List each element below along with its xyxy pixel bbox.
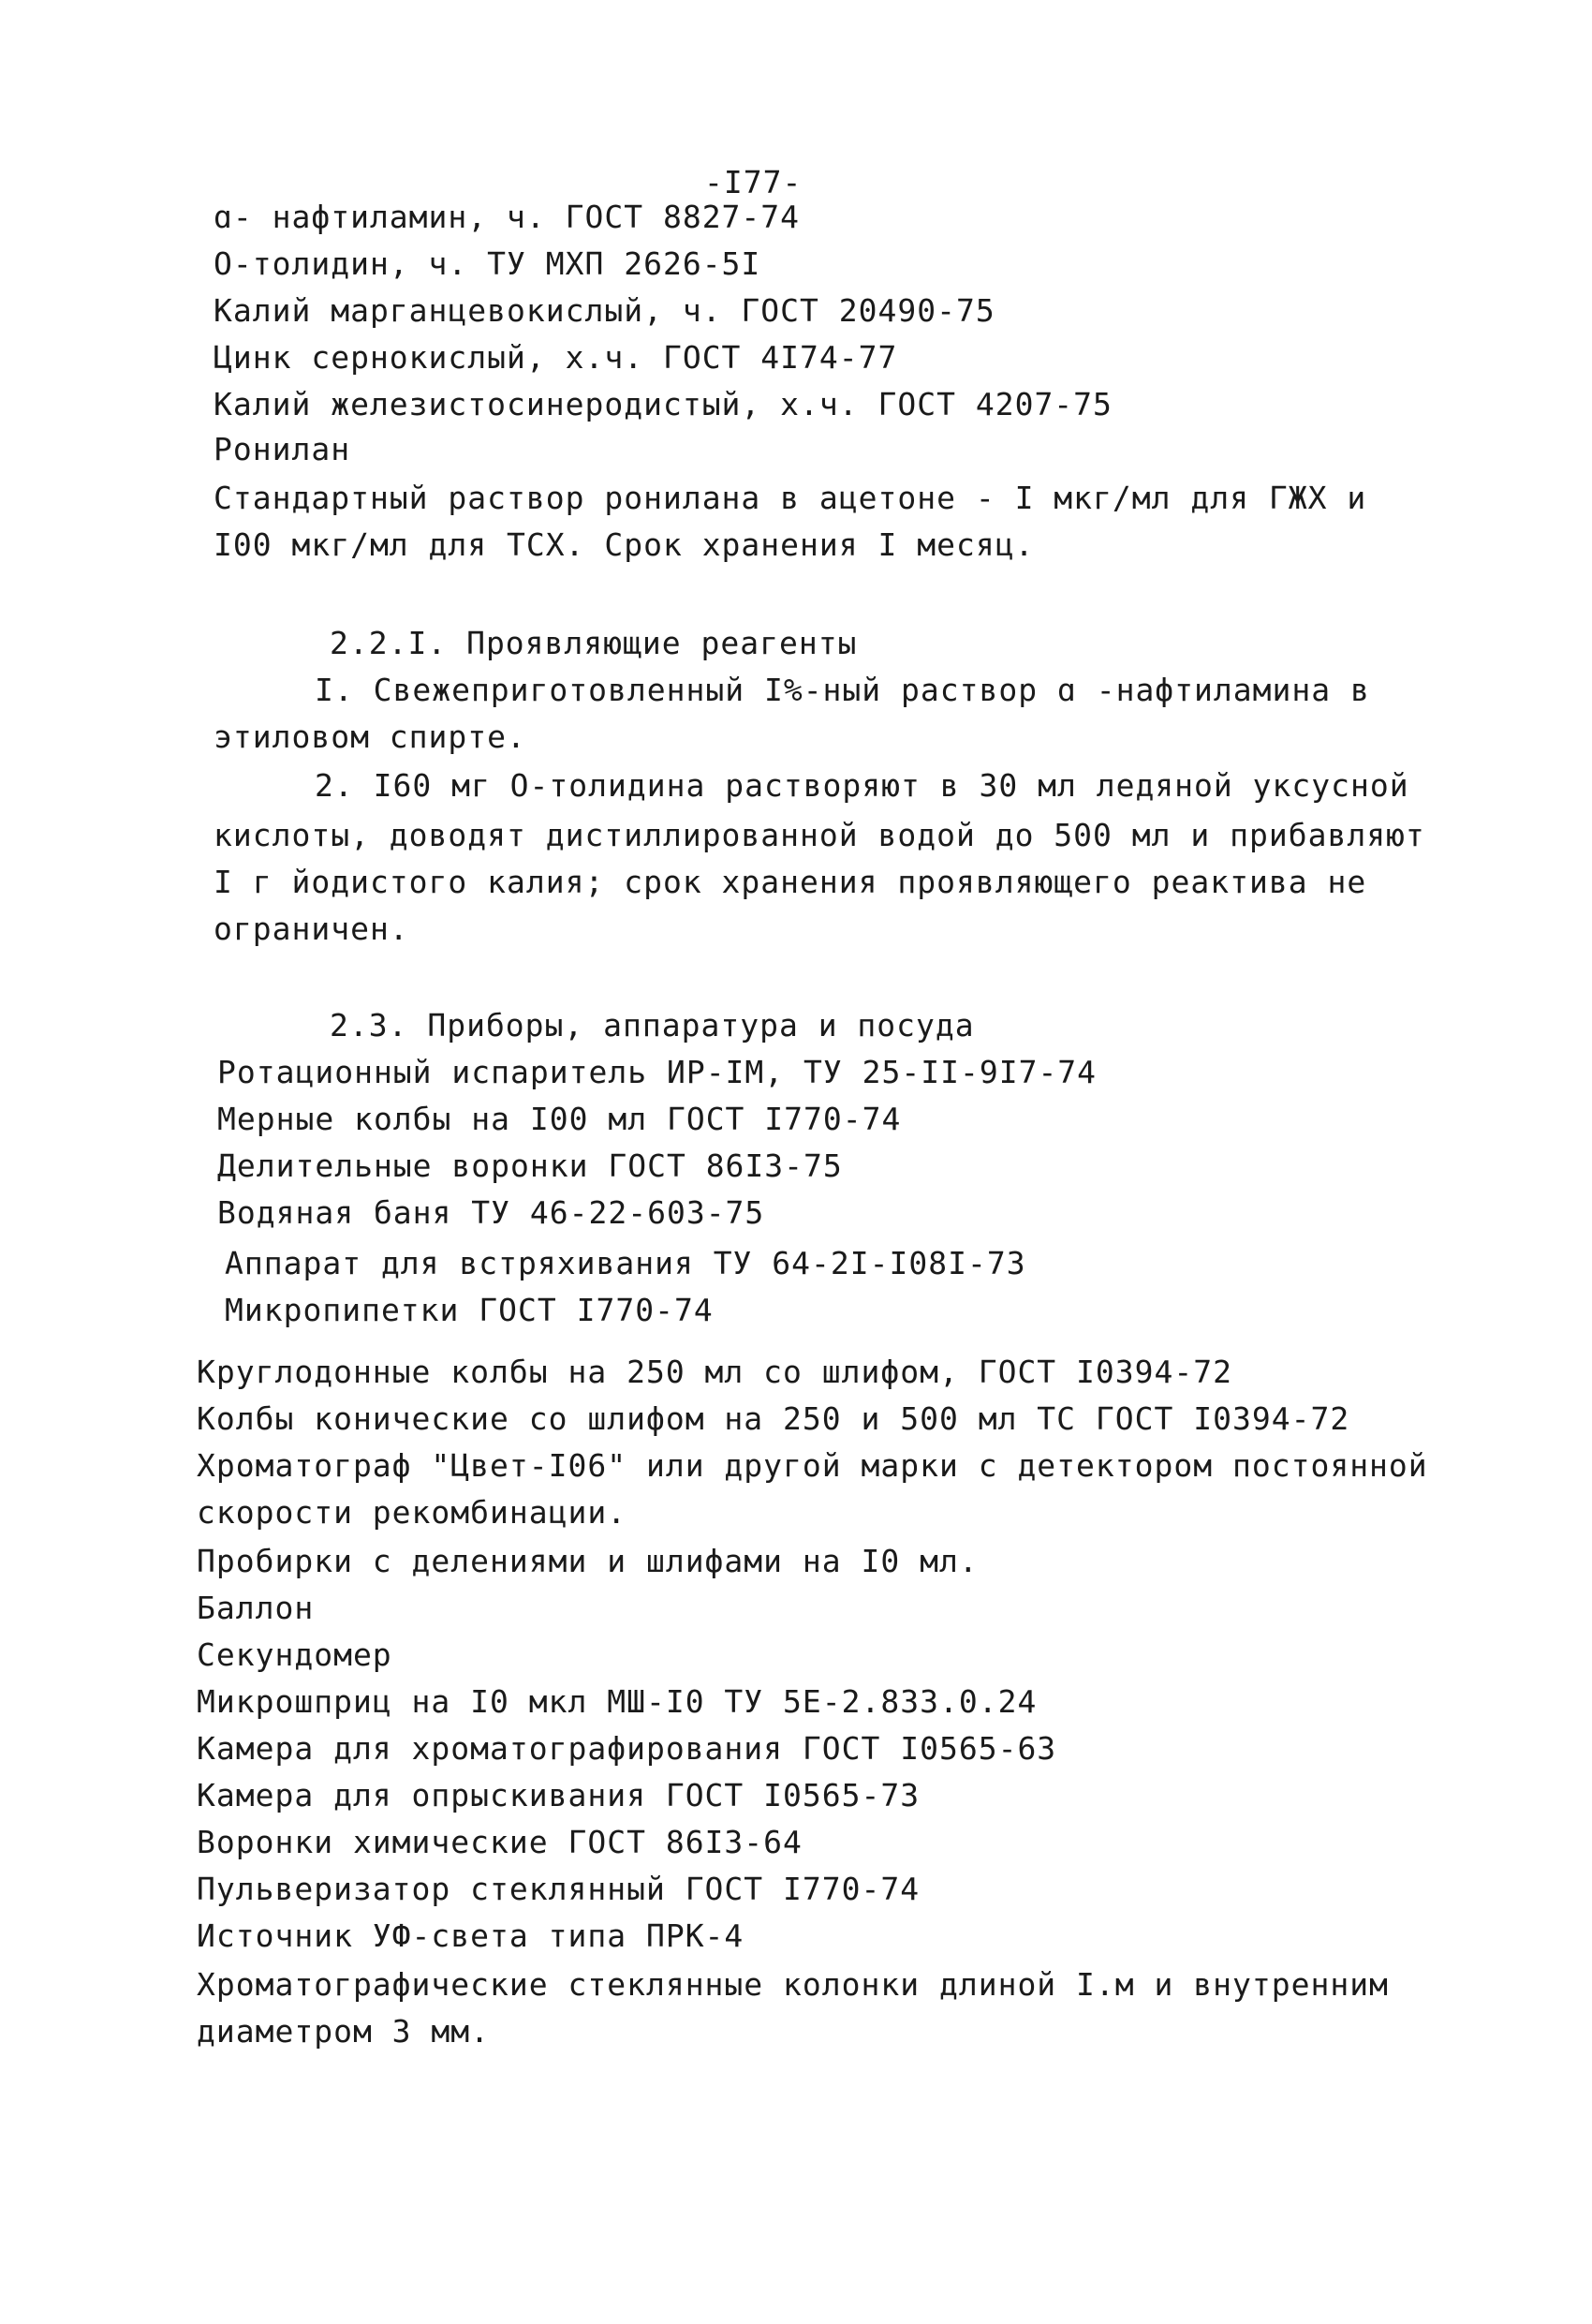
equipment-item: скорости рекомбинации. [197,1494,627,1531]
equipment-item: диаметром 3 мм. [197,2013,491,2050]
equipment-item: Баллон [197,1590,315,1626]
equipment-item: Микрошприц на I0 мкл МШ-I0 ТУ 5Е-2.833.0.24 [197,1683,1038,1720]
developer-item-1-line-2: этиловом спирте. [214,718,526,755]
page-number: -I77- [704,164,803,200]
equipment-item: Микропипетки ГОСТ I770-74 [225,1292,714,1328]
equipment-item: Делительные воронки ГОСТ 86I3-75 [217,1147,843,1184]
reagent-potassium-ferrocyanide: Калий железистосинеродистый, х.ч. ГОСТ 4207-75 [214,386,1113,422]
developer-item-2-line-4: ограничен. [214,910,409,947]
equipment-item: Круглодонные колбы на 250 мл со шлифом, ГОСТ I0394-72 [197,1354,1232,1390]
equipment-item: Водяная баня ТУ 46-22-603-75 [217,1194,765,1231]
equipment-item: Мерные колбы на I00 мл ГОСТ I770-74 [217,1101,902,1137]
equipment-item: Пробирки с делениями и шлифами на I0 мл. [197,1543,979,1579]
equipment-item: Колбы конические со шлифом на 250 и 500 мл ТС ГОСТ I0394-72 [197,1400,1350,1437]
standard-solution-line-1: Стандартный раствор ронилана в ацетоне - I мкг/мл для ГЖХ и [214,480,1367,516]
reagent-ronilan: Ронилан [214,431,351,467]
equipment-item: Камера для опрыскивания ГОСТ I0565-73 [197,1777,921,1813]
section-221-heading: 2.2.I. Проявляющие реагенты [330,625,858,661]
equipment-item: Хроматограф "Цвет-I06" или другой марки с детектором постоянной [197,1447,1428,1484]
equipment-item: Источник УФ-света типа ПРК-4 [197,1917,744,1954]
equipment-item: Ротационный испаритель ИР-IМ, ТУ 25-II-9I7-74 [217,1054,1098,1090]
standard-solution-line-2: I00 мкг/мл для ТСХ. Срок хранения I месяц. [214,526,1035,563]
developer-item-1-line-1: I. Свежеприготовленный I%-ный раствор ɑ -нафтиламина в [315,672,1370,708]
equipment-item: Секундомер [197,1636,392,1673]
equipment-item: Хроматографические стеклянные колонки длиной I.м и внутренним [197,1966,1389,2003]
equipment-item: Пульверизатор стеклянный ГОСТ I770-74 [197,1871,921,1907]
equipment-item: Воронки химические ГОСТ 86I3-64 [197,1824,803,1860]
section-23-heading: 2.3. Приборы, аппаратура и посуда [330,1007,975,1044]
reagent-potassium-permanganate: Калий марганцевокислый, ч. ГОСТ 20490-75 [214,292,995,329]
equipment-item: Аппарат для встряхивания ТУ 64-2I-I08I-73 [225,1245,1026,1281]
developer-item-2-line-3: I г йодистого калия; срок хранения проявляющего реактива не [214,864,1367,900]
reagent-zinc-sulfate: Цинк сернокислый, х.ч. ГОСТ 4I74-77 [214,339,898,376]
reagent-tolidine: О-толидин, ч. ТУ МХП 2626-5I [214,245,761,282]
equipment-item: Камера для хроматографирования ГОСТ I0565-63 [197,1730,1057,1767]
reagent-naphthylamine: ɑ- нафтиламин, ч. ГОСТ 8827-74 [214,199,801,235]
developer-item-2-line-2: кислоты, доводят дистиллированной водой до 500 мл и прибавляют [214,817,1425,853]
developer-item-2-line-1: 2. I60 мг О-толидина растворяют в 30 мл ледяной уксусной [315,767,1409,804]
